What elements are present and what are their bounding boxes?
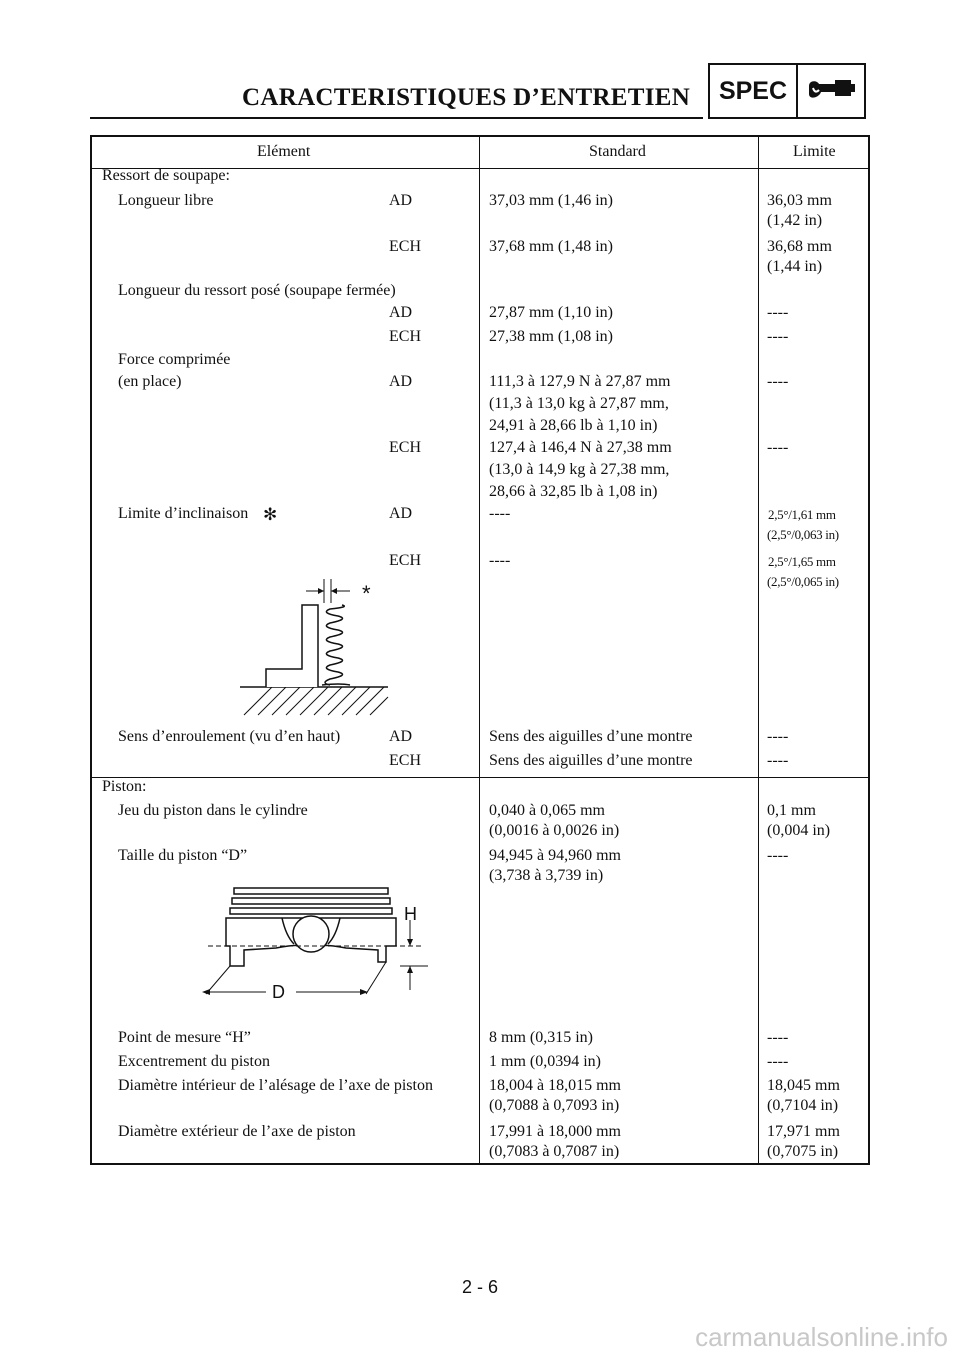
- installed-length-ad-code: AD: [389, 304, 413, 321]
- measuring-point-limit: ----: [767, 1029, 789, 1046]
- tilt-limit-label: Limite d’inclinaison: [118, 505, 249, 522]
- installed-length-ech-limit: ----: [767, 328, 789, 345]
- free-length-ech-limit-in: (1,44 in): [767, 258, 823, 275]
- pin-od-standard-in: (0,7083 à 0,7087 in): [489, 1143, 620, 1160]
- pin-bore-standard-in: (0,7088 à 0,7093 in): [489, 1097, 620, 1114]
- free-length-ad-limit-in: (1,42 in): [767, 212, 823, 229]
- compressed-force-ad-code: AD: [389, 373, 413, 390]
- free-length-label: Longueur libre: [118, 192, 214, 209]
- free-length-ad-limit: 36,03 mm: [767, 192, 832, 209]
- piston-offset-standard: 1 mm (0,0394 in): [489, 1053, 601, 1070]
- compressed-force-ech-standard: 127,4 à 146,4 N à 27,38 mm: [489, 439, 672, 456]
- tilt-limit-ad-limit-in: (2,5°/0,063 in): [767, 527, 839, 542]
- valve-spring-heading: Ressort de soupape:: [102, 167, 230, 184]
- winding-direction-ad-standard: Sens des aiguilles d’une montre: [489, 728, 693, 745]
- piston-clearance-standard: 0,040 à 0,065 mm: [489, 802, 605, 819]
- figure-asterisk: *: [362, 581, 371, 606]
- column-header-limit: Limite: [793, 143, 836, 160]
- tilt-limit-ad-code: AD: [389, 505, 413, 522]
- piston-heading: Piston:: [102, 778, 147, 795]
- compressed-force-ech-code: ECH: [389, 439, 421, 456]
- compressed-force-ad-standard-kg: (11,3 à 13,0 kg à 27,87 mm,: [489, 395, 669, 412]
- tilt-limit-ech-limit-in: (2,5°/0,065 in): [767, 574, 839, 589]
- column-header-standard: Standard: [589, 143, 646, 160]
- figure-label-h: H: [404, 904, 417, 924]
- column-divider: [479, 137, 480, 1163]
- pin-od-limit-in: (0,7075 in): [767, 1143, 839, 1160]
- tilt-limit-ad-limit: 2,5°/1,61 mm: [768, 507, 836, 522]
- column-divider: [758, 137, 759, 1163]
- tilt-limit-ech-limit: 2,5°/1,65 mm: [768, 554, 836, 569]
- page-number: 2 - 6: [461, 1277, 499, 1297]
- installed-length-ech-standard: 27,38 mm (1,08 in): [489, 328, 613, 345]
- compressed-force-ad-standard: 111,3 à 127,9 N à 27,87 mm: [489, 373, 671, 390]
- installed-length-ech-code: ECH: [389, 328, 421, 345]
- section-divider: [92, 777, 868, 778]
- pin-bore-limit-in: (0,7104 in): [767, 1097, 839, 1114]
- column-header-element: Elément: [257, 143, 311, 160]
- winding-direction-ech-limit: ----: [767, 752, 789, 769]
- wrench-icon: [798, 65, 864, 117]
- piston-figure: [196, 884, 432, 1000]
- winding-direction-ad-limit: ----: [767, 728, 789, 745]
- free-length-ad-standard: 37,03 mm (1,46 in): [489, 192, 613, 209]
- title-underline: [90, 117, 703, 119]
- pin-bore-standard: 18,004 à 18,015 mm: [489, 1077, 621, 1094]
- page-title: CARACTERISTIQUES D’ENTRETIEN: [242, 84, 691, 111]
- piston-clearance-label: Jeu du piston dans le cylindre: [118, 802, 308, 819]
- tilt-limit-ad-standard: ----: [489, 505, 511, 522]
- piston-clearance-limit-in: (0,004 in): [767, 822, 831, 839]
- installed-length-ad-limit: ----: [767, 304, 789, 321]
- piston-offset-limit: ----: [767, 1053, 789, 1070]
- asterisk-marker: ✻: [263, 505, 278, 524]
- piston-clearance-standard-in: (0,0016 à 0,0026 in): [489, 822, 620, 839]
- installed-length-label: Longueur du ressort posé (soupape fermée): [118, 282, 396, 299]
- watermark: carmanualsonline.info: [695, 1322, 948, 1352]
- spec-badge: [708, 63, 866, 119]
- spec-label: SPEC: [710, 65, 798, 117]
- free-length-ad-code: AD: [389, 192, 413, 209]
- pin-od-limit: 17,971 mm: [767, 1123, 840, 1140]
- installed-length-ad-standard: 27,87 mm (1,10 in): [489, 304, 613, 321]
- tilt-limit-ech-standard: ----: [489, 552, 511, 569]
- compressed-force-ad-limit: ----: [767, 373, 789, 390]
- piston-size-label: Taille du piston “D”: [118, 847, 248, 864]
- piston-offset-label: Excentrement du piston: [118, 1053, 270, 1070]
- pin-bore-label: Diamètre intérieur de l’alésage de l’axe de piston: [118, 1077, 433, 1094]
- pin-od-standard: 17,991 à 18,000 mm: [489, 1123, 621, 1140]
- measuring-point-label: Point de mesure “H”: [118, 1029, 251, 1046]
- compressed-force-ad-standard-lb: 24,91 à 28,66 lb à 1,10 in): [489, 417, 658, 434]
- measuring-point-standard: 8 mm (0,315 in): [489, 1029, 593, 1046]
- winding-direction-label: Sens d’enroulement (vu d’en haut): [118, 728, 341, 745]
- pin-bore-limit: 18,045 mm: [767, 1077, 840, 1094]
- spring-tilt-figure: [238, 575, 390, 717]
- compressed-force-ech-limit: ----: [767, 439, 789, 456]
- piston-size-limit: ----: [767, 847, 789, 864]
- free-length-ech-code: ECH: [389, 238, 421, 255]
- compressed-force-ech-standard-lb: 28,66 à 32,85 lb à 1,08 in): [489, 483, 658, 500]
- compressed-force-sublabel: (en place): [118, 373, 182, 390]
- piston-size-standard-in: (3,738 à 3,739 in): [489, 867, 604, 884]
- winding-direction-ech-standard: Sens des aiguilles d’une montre: [489, 752, 693, 769]
- compressed-force-ech-standard-kg: (13,0 à 14,9 kg à 27,38 mm,: [489, 461, 670, 478]
- winding-direction-ad-code: AD: [389, 728, 413, 745]
- free-length-ech-limit: 36,68 mm: [767, 238, 832, 255]
- free-length-ech-standard: 37,68 mm (1,48 in): [489, 238, 613, 255]
- tilt-limit-ech-code: ECH: [389, 552, 421, 569]
- piston-clearance-limit: 0,1 mm: [767, 802, 816, 819]
- pin-od-label: Diamètre extérieur de l’axe de piston: [118, 1123, 356, 1140]
- winding-direction-ech-code: ECH: [389, 752, 421, 769]
- figure-label-d: D: [272, 982, 285, 1000]
- piston-size-standard: 94,945 à 94,960 mm: [489, 847, 621, 864]
- compressed-force-label: Force comprimée: [118, 351, 231, 368]
